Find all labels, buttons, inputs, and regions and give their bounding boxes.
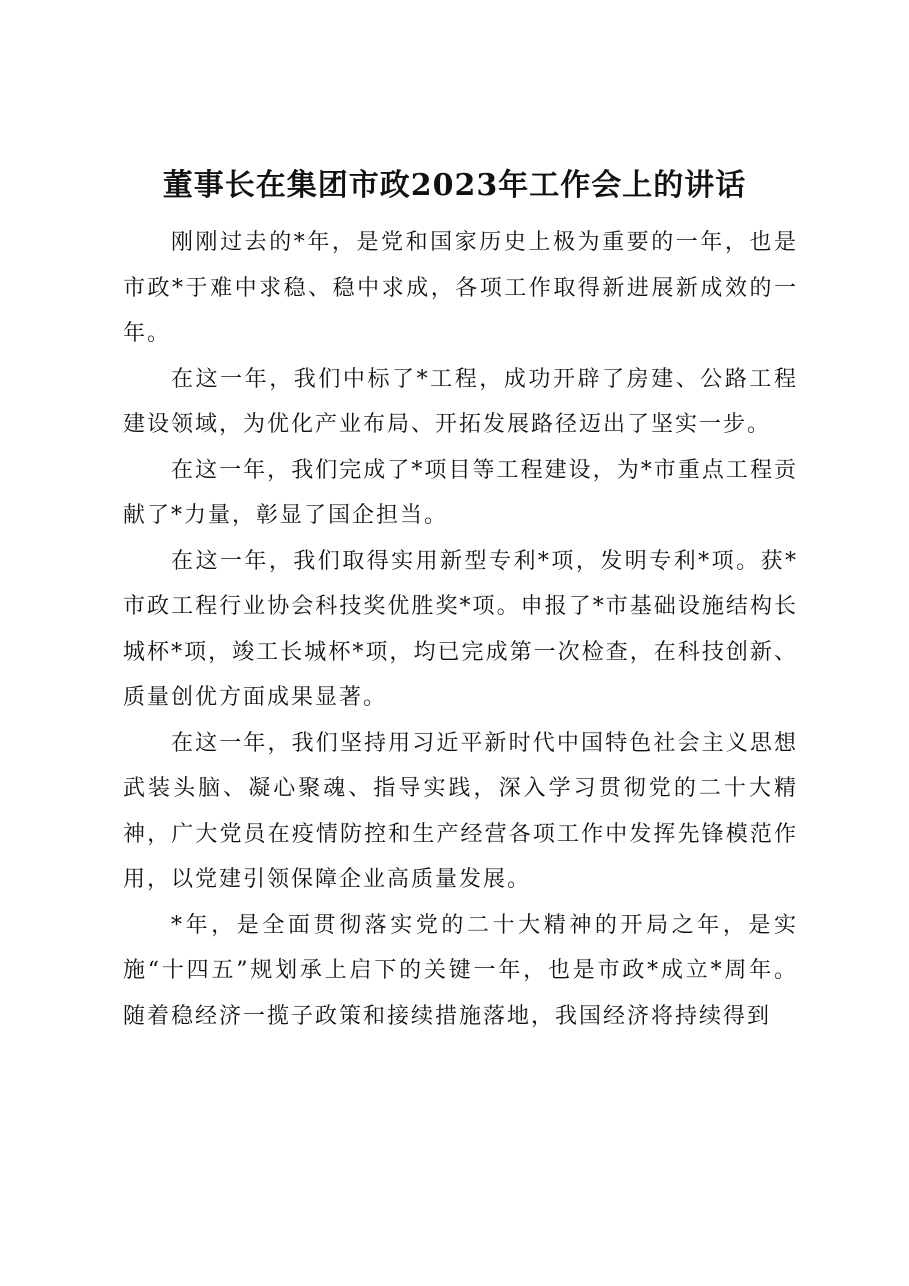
paragraph-1: 刚刚过去的*年，是党和国家历史上极为重要的一年，也是市政*于难中求稳、稳中求成，各项工作取得新进展新成效的一年。 — [123, 230, 798, 346]
paragraph-3: 在这一年，我们完成了*项目等工程建设，为*市重点工程贡献了*力量，彰显了国企担当。 — [123, 457, 798, 528]
paragraph-6: *年，是全面贯彻落实党的二十大精神的开局之年，是实施“十四五”规划承上启下的关键一年，也是市政*成立*周年。随着稳经济一揽子政策和接续措施落地，我国经济将持续得到 — [123, 912, 798, 1029]
document-title: 董事长在集团市政2023年工作会上的讲话 — [162, 168, 747, 203]
document-body — [123, 220, 798, 1039]
paragraph-2: 在这一年，我们中标了*工程，成功开辟了房建、公路工程建设领域，为优化产业布局、开拓发展路径迈出了坚实一步。 — [123, 366, 798, 437]
paragraph-5: 在这一年，我们坚持用习近平新时代中国特色社会主义思想武装头脑、凝心聚魂、指导实践，深入学习贯彻党的二十大精神，广大党员在疫情防控和生产经营各项工作中发挥先锋模范作用，以党建引领保障企业高质量发展。 — [123, 730, 798, 892]
paragraph-4: 在这一年，我们取得实用新型专利*项，发明专利*项。获*市政工程行业协会科技奖优胜奖*项。申报了*市基础设施结构长城杯*项，竣工长城杯*项，均已完成第一次检查，在科技创新、质量创优方面成果显著。 — [123, 548, 798, 710]
